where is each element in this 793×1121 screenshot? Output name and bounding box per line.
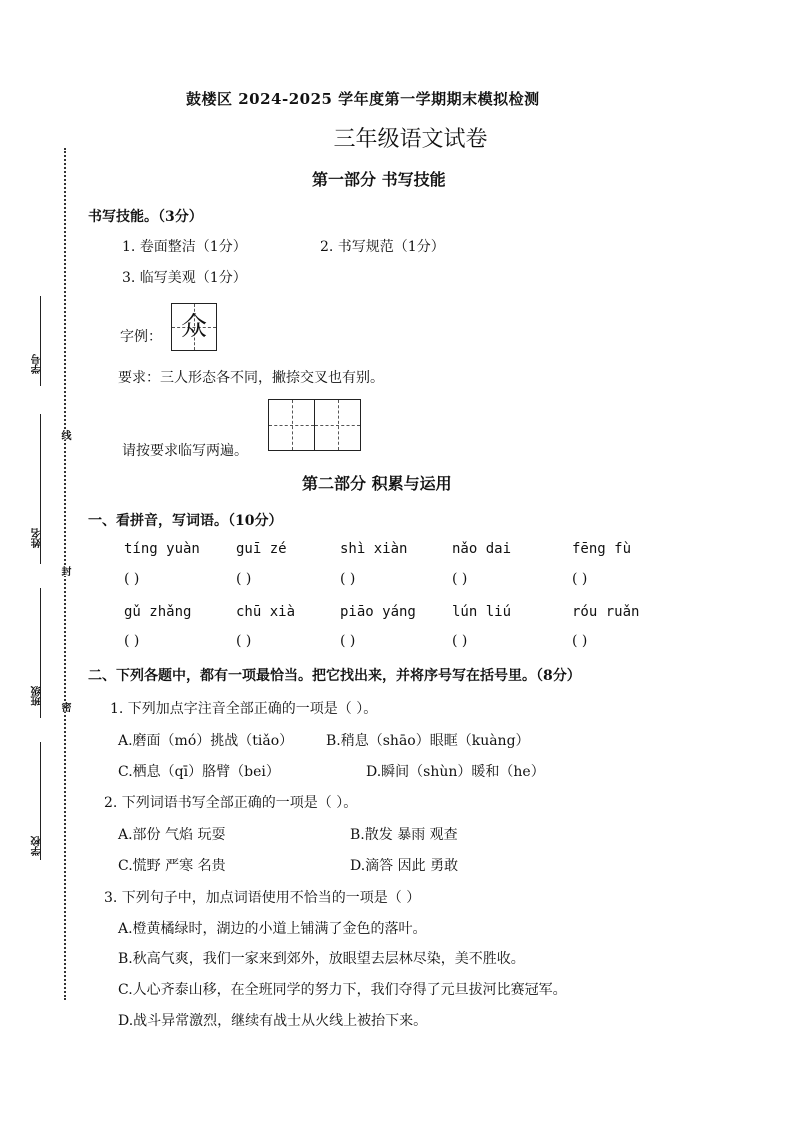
practice-box-1[interactable] — [268, 399, 315, 451]
answer-blank-1[interactable]: ( ) — [124, 571, 140, 587]
writing-requirement: 要求：三人形态各不同，撇捺交叉也有别。 — [118, 370, 384, 386]
pinyin-8: piāo yáng — [340, 604, 416, 620]
part1-heading: 书写技能。（3分） — [88, 209, 203, 225]
criterion-1: 1. 卷面整洁（1分） — [122, 239, 247, 255]
pinyin-4: nǎo dai — [452, 541, 512, 557]
q2-3-option-c[interactable]: C.人心齐泰山移，在全班同学的努力下，我们夺得了元旦拔河比赛冠军。 — [118, 982, 567, 998]
q2-3-option-a[interactable]: A.橙黄橘绿时，湖边的小道上铺满了金色的落叶。 — [118, 921, 427, 937]
student-name-label: 姓名 — [32, 528, 43, 548]
pinyin-1: tíng yuàn — [124, 541, 200, 557]
exam-title: 三年级语文试卷 — [333, 127, 488, 152]
pinyin-5: fēng fù — [572, 541, 632, 557]
q2-1-stem: 1. 下列加点字注音全部正确的一项是（ ）。 — [110, 701, 378, 717]
answer-blank-6[interactable]: ( ) — [124, 633, 140, 649]
answer-blank-7[interactable]: ( ) — [236, 633, 252, 649]
criterion-3: 3. 临写美观（1分） — [122, 270, 247, 286]
grid-vertical-guide — [338, 400, 339, 450]
q2-2-option-c[interactable]: C.慌野 严寒 名贵 — [118, 858, 226, 874]
pinyin-6: gǔ zhǎng — [124, 604, 192, 620]
q2-1-option-b[interactable]: B.稍息（shāo）眼眶（kuàng） — [326, 733, 530, 749]
sample-label: 字例： — [120, 329, 162, 345]
criterion-2: 2. 书写规范（1分） — [320, 239, 445, 255]
q2-heading: 二、下列各题中，都有一项最恰当。把它找出来，并将序号写在括号里。（8分） — [88, 668, 581, 684]
seal-mark-feng: 封 — [59, 566, 70, 576]
q2-2-option-d[interactable]: D.滴答 因此 勇敢 — [350, 858, 459, 874]
answer-blank-2[interactable]: ( ) — [236, 571, 252, 587]
seal-mark-mi: 密 — [59, 702, 70, 712]
part1-title: 第一部分 书写技能 — [312, 170, 446, 189]
q2-3-stem: 3. 下列句子中，加点词语使用不恰当的一项是（ ） — [104, 890, 421, 906]
grid-vertical-guide — [292, 400, 293, 450]
class-label: 班级 — [32, 686, 43, 706]
q2-1-option-c[interactable]: C.栖息（qī）胳臂（bei） — [118, 764, 280, 780]
pinyin-9: lún liú — [452, 604, 512, 620]
q2-1-option-d[interactable]: D.瞬间（shùn）暖和（he） — [366, 764, 545, 780]
answer-blank-5[interactable]: ( ) — [572, 571, 588, 587]
copy-instruction: 请按要求临写两遍。 — [122, 443, 248, 459]
q2-3-option-b[interactable]: B.秋高气爽，我们一家来到郊外，放眼望去层林尽染，美不胜收。 — [118, 951, 525, 967]
q1-heading: 一、看拼音，写词语。（10分） — [88, 513, 283, 529]
pinyin-10: róu ruǎn — [572, 604, 640, 620]
q2-1-option-a[interactable]: A.磨面（mó）挑战（tiǎo） — [118, 733, 294, 749]
part2-title: 第二部分 积累与运用 — [302, 474, 452, 493]
q2-2-option-b[interactable]: B.散发 暴雨 观查 — [350, 827, 458, 843]
sample-character-box — [171, 303, 217, 351]
student-number-label: 学号 — [32, 354, 43, 374]
q2-2-stem: 2. 下列词语书写全部正确的一项是（ ）。 — [104, 795, 358, 811]
pinyin-2: guī zé — [236, 541, 287, 557]
answer-blank-8[interactable]: ( ) — [340, 633, 356, 649]
pinyin-7: chū xià — [236, 604, 296, 620]
school-label: 学校 — [32, 836, 43, 856]
sample-character: 众 — [180, 312, 207, 342]
seal-mark-xian: 线 — [59, 430, 70, 440]
school-exam-line: 鼓楼区 2024-2025 学年度第一学期期末模拟检测 — [186, 90, 540, 108]
answer-blank-4[interactable]: ( ) — [452, 571, 468, 587]
q2-2-option-a[interactable]: A.部份 气焰 玩耍 — [118, 827, 226, 843]
pinyin-3: shì xiàn — [340, 541, 408, 557]
answer-blank-10[interactable]: ( ) — [572, 633, 588, 649]
answer-blank-3[interactable]: ( ) — [340, 571, 356, 587]
q2-3-option-d[interactable]: D.战斗异常激烈，继续有战士从火线上被抬下来。 — [118, 1013, 428, 1029]
practice-box-2[interactable] — [314, 399, 361, 451]
answer-blank-9[interactable]: ( ) — [452, 633, 468, 649]
